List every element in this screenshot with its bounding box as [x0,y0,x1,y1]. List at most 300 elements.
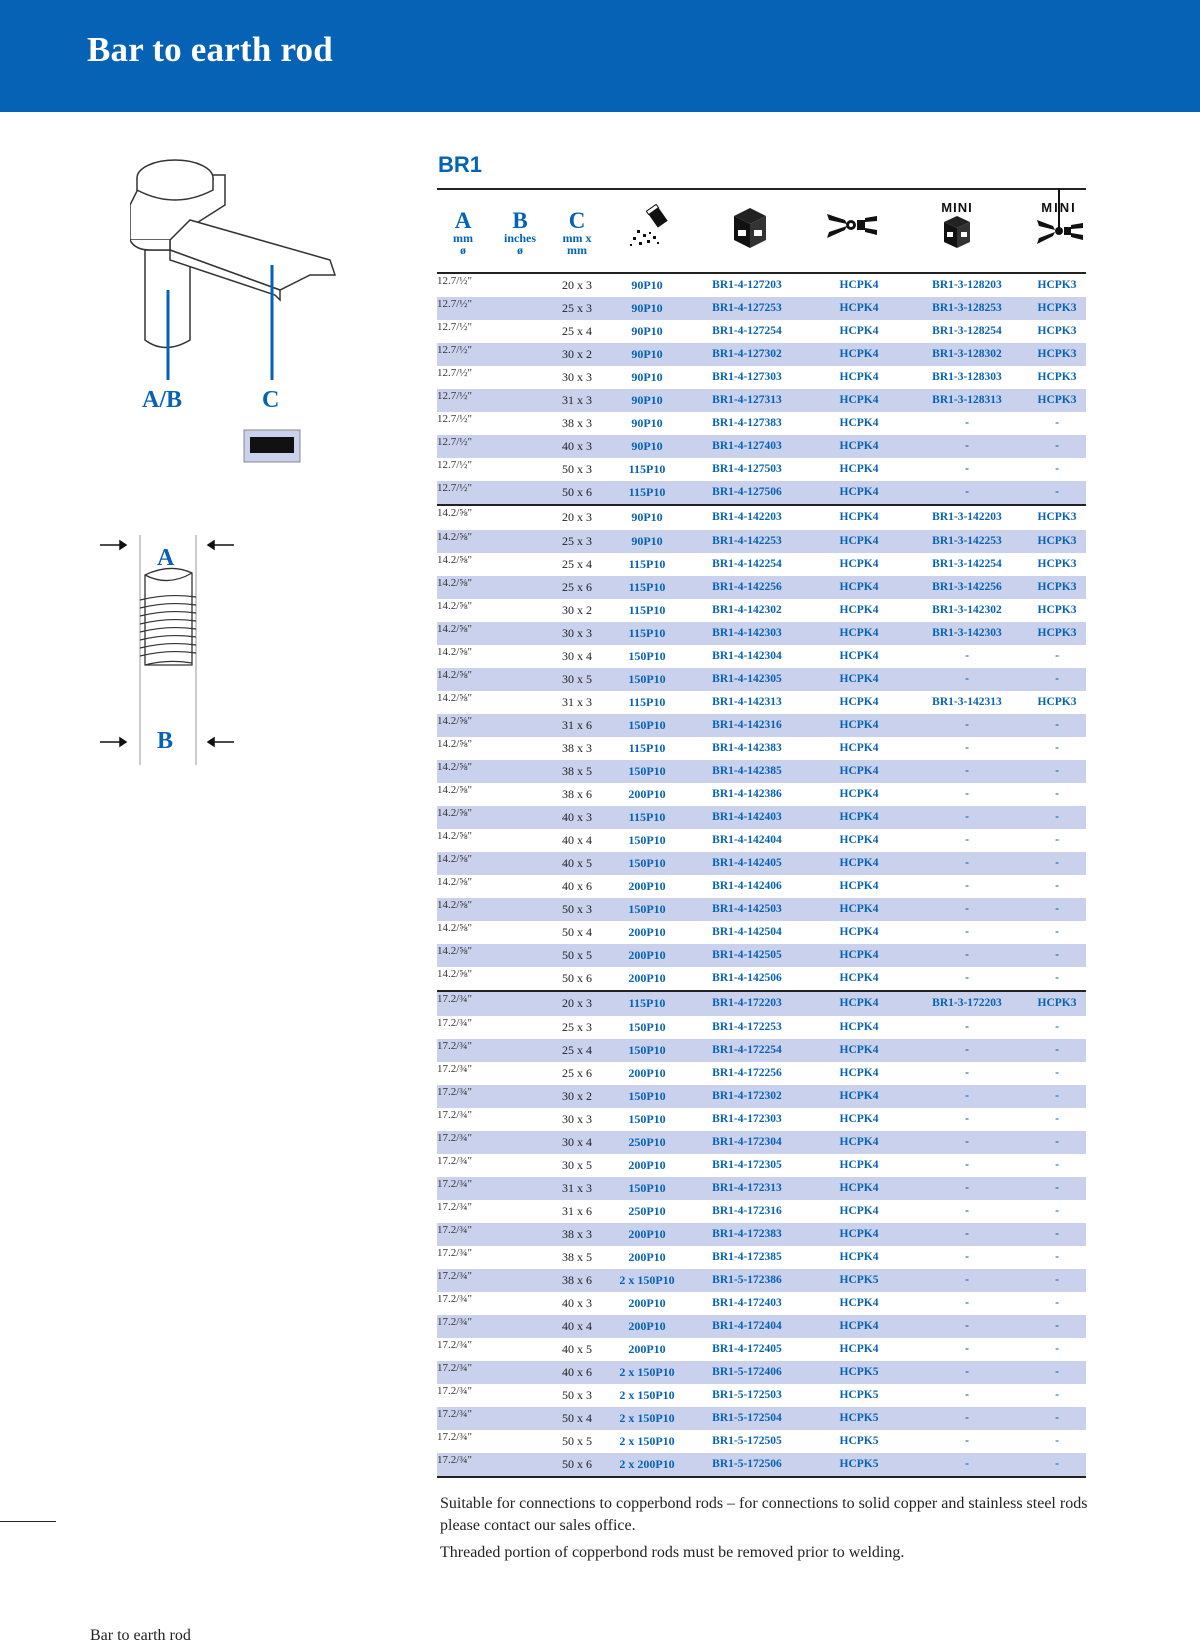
cell-weld-powder: 150P10 [628,671,666,686]
cell-handle-clamp: HCPK4 [839,417,879,430]
cell-handle-clamp: HCPK4 [839,834,879,847]
cell-weld-powder: 200P10 [628,1249,666,1264]
cell-weld-powder: 150P10 [628,717,666,732]
mini-clamp-icon [1035,188,1087,254]
cell-handle-clamp: HCPK4 [839,1135,879,1148]
cell-c: 40 x 6 [562,1365,592,1380]
cell-weld-powder: 90P10 [631,301,663,316]
cell-c: 25 x 6 [562,1065,592,1080]
table-row [437,1361,1086,1384]
col-b-letter: B [512,208,528,233]
cell-handle-clamp: HCPK4 [839,580,879,593]
cell-handle-clamp: HCPK4 [839,440,879,453]
cell-mini-clamp: - [1055,903,1059,916]
cell-c: 38 x 3 [562,740,592,755]
cell-handle-clamp: HCPK4 [839,1343,879,1356]
cell-mould: BR1-4-172203 [712,997,782,1010]
connection-drawing [130,150,360,490]
cell-a-b: 12.7/½" [437,459,473,472]
cell-a-b: 17.2/¾" [437,1131,473,1144]
table-row [437,1177,1086,1200]
cell-weld-powder: 200P10 [628,971,666,986]
cell-a-b: 12.7/½" [437,367,473,380]
cell-a-b: 14.2/⅝" [437,507,473,520]
cell-weld-powder: 2 x 150P10 [619,1365,675,1380]
cell-weld-powder: 90P10 [631,347,663,362]
table-row [437,875,1086,898]
cell-mini-mould: - [965,672,969,685]
cell-a-b: 12.7/½" [437,390,473,403]
cell-weld-powder: 200P10 [628,787,666,802]
cell-handle-clamp: HCPK5 [839,1389,879,1402]
notes [440,1493,1100,1569]
cell-handle-clamp: HCPK4 [839,371,879,384]
cell-mini-clamp: - [1055,463,1059,476]
cell-mini-mould: - [965,1112,969,1125]
table-row [437,714,1086,737]
cell-mini-mould: - [965,1412,969,1425]
cell-handle-clamp: HCPK4 [839,811,879,824]
cell-mould: BR1-4-172256 [712,1066,782,1079]
cell-weld-powder: 150P10 [628,902,666,917]
weld-powder-icon [627,204,671,248]
cell-mini-mould: - [965,764,969,777]
table-row [437,1407,1086,1430]
table-row [437,274,1086,297]
cell-handle-clamp: HCPK4 [839,626,879,639]
cell-mini-mould: - [965,949,969,962]
cell-mini-mould: - [965,1066,969,1079]
cell-mini-mould: - [965,1227,969,1240]
cell-c: 40 x 5 [562,856,592,871]
table-row [437,1384,1086,1407]
cell-mould: BR1-5-172386 [712,1274,782,1287]
cell-handle-clamp: HCPK4 [839,463,879,476]
cell-handle-clamp: HCPK4 [839,741,879,754]
cell-mini-clamp: HCPK3 [1037,626,1077,639]
cell-mini-clamp: HCPK3 [1037,997,1077,1010]
cell-weld-powder: 90P10 [631,439,663,454]
cell-mini-mould: BR1-3-128253 [932,302,1002,315]
cell-mini-mould: - [965,1366,969,1379]
cell-c: 50 x 3 [562,462,592,477]
cell-mini-clamp: - [1055,1181,1059,1194]
cell-handle-clamp: HCPK4 [839,1112,879,1125]
cell-a-b: 14.2/⅝" [437,691,473,704]
table-row [437,1246,1086,1269]
cell-mould: BR1-4-142505 [712,949,782,962]
cell-a-b: 14.2/⅝" [437,645,473,658]
cell-mini-clamp: - [1055,741,1059,754]
cell-mini-mould: - [965,1458,969,1471]
cell-mould: BR1-4-127506 [712,486,782,499]
cell-a-b: 17.2/¾" [437,1177,473,1190]
cell-a-b: 14.2/⅝" [437,968,473,981]
cell-mould: BR1-4-142403 [712,811,782,824]
cell-c: 38 x 3 [562,1226,592,1241]
cell-handle-clamp: HCPK4 [839,1066,879,1079]
cell-mini-clamp: - [1055,417,1059,430]
cell-mould: BR1-4-142313 [712,695,782,708]
table-row [437,806,1086,829]
cell-mould: BR1-4-127503 [712,463,782,476]
col-c-unit2: mm [567,243,587,257]
cell-mini-mould: - [965,1020,969,1033]
cell-mould: BR1-4-127302 [712,348,782,361]
cell-c: 31 x 3 [562,1180,592,1195]
table-row [437,1292,1086,1315]
cell-handle-clamp: HCPK4 [839,695,879,708]
cell-mini-clamp: - [1055,1412,1059,1425]
cell-mould: BR1-4-172383 [712,1227,782,1240]
cell-mould: BR1-4-172313 [712,1181,782,1194]
table-row [437,1453,1086,1478]
cell-c: 50 x 6 [562,485,592,500]
cell-mini-mould: - [965,1274,969,1287]
cell-c: 25 x 4 [562,556,592,571]
table-row [437,481,1086,504]
cell-mini-clamp: - [1055,718,1059,731]
cell-c: 30 x 3 [562,625,592,640]
label-ab: A/B [142,387,183,413]
cell-mini-mould: BR1-3-128302 [932,348,1002,361]
cell-handle-clamp: HCPK4 [839,1320,879,1333]
cell-a-b: 12.7/½" [437,275,473,287]
cell-mini-mould: BR1-3-142256 [932,580,1002,593]
table-row [437,1039,1086,1062]
table-row [437,1131,1086,1154]
cell-mould: BR1-5-172506 [712,1458,782,1471]
cell-c: 40 x 3 [562,810,592,825]
cell-weld-powder: 90P10 [631,510,663,525]
cell-weld-powder: 200P10 [628,948,666,963]
cell-handle-clamp: HCPK4 [839,603,879,616]
cell-mini-mould: - [965,972,969,985]
cell-handle-clamp: HCPK4 [839,1204,879,1217]
cell-mini-mould: - [965,903,969,916]
cell-handle-clamp: HCPK4 [839,972,879,985]
cell-mini-clamp: HCPK3 [1037,557,1077,570]
cell-weld-powder: 90P10 [631,324,663,339]
cell-handle-clamp: HCPK4 [839,325,879,338]
cell-mould: BR1-4-142404 [712,834,782,847]
cell-c: 25 x 3 [562,533,592,548]
cell-weld-powder: 200P10 [628,1065,666,1080]
cell-a-b: 17.2/¾" [437,1085,473,1098]
cell-mould: BR1-4-142405 [712,857,782,870]
cell-mould: BR1-4-142316 [712,718,782,731]
cell-mini-clamp: - [1055,1435,1059,1448]
cell-weld-powder: 200P10 [628,879,666,894]
table-row [437,898,1086,921]
cell-c: 38 x 6 [562,787,592,802]
cell-mini-mould: - [965,463,969,476]
cell-handle-clamp: HCPK4 [839,1181,879,1194]
cell-handle-clamp: HCPK4 [839,511,879,524]
rod-drawing [100,535,260,765]
cell-a-b: 17.2/¾" [437,1339,473,1352]
cell-handle-clamp: HCPK4 [839,926,879,939]
cell-weld-powder: 200P10 [628,925,666,940]
cell-mould: BR1-4-142305 [712,672,782,685]
cell-weld-powder: 200P10 [628,1157,666,1172]
table-row [437,990,1086,1015]
cell-weld-powder: 90P10 [631,533,663,548]
cell-mini-clamp: - [1055,1020,1059,1033]
cell-c: 40 x 3 [562,1296,592,1311]
cell-c: 38 x 5 [562,763,592,778]
cell-c: 50 x 6 [562,1457,592,1472]
cell-mini-clamp: - [1055,1227,1059,1240]
label-a: A [157,545,175,571]
cell-weld-powder: 115P10 [628,462,666,477]
cell-handle-clamp: HCPK4 [839,1227,879,1240]
cell-c: 25 x 3 [562,301,592,316]
cell-mini-clamp: - [1055,1204,1059,1217]
cell-weld-powder: 200P10 [628,1319,666,1334]
cell-mini-mould: BR1-3-142203 [932,511,1002,524]
cell-mould: BR1-4-127203 [712,279,782,291]
cell-a-b: 17.2/¾" [437,1223,473,1236]
cell-weld-powder: 200P10 [628,1226,666,1241]
cell-handle-clamp: HCPK4 [839,486,879,499]
cell-weld-powder: 115P10 [628,810,666,825]
cell-mould: BR1-5-172505 [712,1435,782,1448]
cell-c: 38 x 3 [562,416,592,431]
table-row [437,1016,1086,1039]
cell-c: 40 x 6 [562,879,592,894]
cell-handle-clamp: HCPK4 [839,649,879,662]
cell-mini-mould: BR1-3-142303 [932,626,1002,639]
table-row [437,530,1086,553]
cell-handle-clamp: HCPK5 [839,1412,879,1425]
col-a-unit: mm [453,231,473,245]
cell-a-b: 14.2/⅝" [437,714,473,727]
cell-weld-powder: 150P10 [628,1111,666,1126]
cell-handle-clamp: HCPK4 [839,857,879,870]
cell-weld-powder: 150P10 [628,833,666,848]
cell-mini-mould: - [965,440,969,453]
cell-a-b: 17.2/¾" [437,1270,473,1283]
table-row [437,343,1086,366]
cell-mini-mould: - [965,1435,969,1448]
cell-mould: BR1-4-172303 [712,1112,782,1125]
cell-mini-mould: BR1-3-142254 [932,557,1002,570]
cell-weld-powder: 115P10 [628,625,666,640]
cell-weld-powder: 150P10 [628,1019,666,1034]
cell-handle-clamp: HCPK4 [839,557,879,570]
col-c-header [549,210,605,256]
table-row [437,760,1086,783]
footer-text: Bar to earth rod [90,1627,191,1644]
cell-mini-mould: - [965,1297,969,1310]
cell-c: 20 x 3 [562,996,592,1011]
cell-a-b: 14.2/⅝" [437,853,473,866]
cell-mini-mould: - [965,1343,969,1356]
cell-weld-powder: 150P10 [628,856,666,871]
cell-c: 30 x 2 [562,347,592,362]
cell-a-b: 12.7/½" [437,413,473,426]
cell-mould: BR1-4-142406 [712,880,782,893]
cell-mould: BR1-4-127254 [712,325,782,338]
cell-mini-clamp: - [1055,949,1059,962]
cell-mini-mould: - [965,1043,969,1056]
cell-handle-clamp: HCPK4 [839,903,879,916]
cell-c: 50 x 3 [562,1388,592,1403]
cell-a-b: 12.7/½" [437,321,473,334]
cell-a-b: 14.2/⅝" [437,784,473,797]
cell-weld-powder: 2 x 150P10 [619,1388,675,1403]
table-row [437,1108,1086,1131]
cell-mould: BR1-5-172504 [712,1412,782,1425]
cell-mould: BR1-4-127383 [712,417,782,430]
cell-mini-mould: - [965,486,969,499]
cell-weld-powder: 115P10 [628,556,666,571]
table-row [437,389,1086,412]
cell-mini-clamp: - [1055,1112,1059,1125]
cell-mini-clamp: - [1055,649,1059,662]
footer-rule [0,1521,56,1522]
cell-mini-clamp: HCPK3 [1037,325,1077,338]
cell-handle-clamp: HCPK4 [839,1020,879,1033]
table-row [437,504,1086,529]
cell-mould: BR1-4-172302 [712,1089,782,1102]
cell-mini-clamp: - [1055,1458,1059,1471]
cell-mini-clamp: HCPK3 [1037,371,1077,384]
cell-mould: BR1-5-172406 [712,1366,782,1379]
table-row [437,645,1086,668]
cell-c: 40 x 4 [562,833,592,848]
section-title: BR1 [438,152,483,177]
cell-weld-powder: 90P10 [631,416,663,431]
table-row [437,435,1086,458]
cell-c: 50 x 3 [562,902,592,917]
table-row [437,668,1086,691]
cell-handle-clamp: HCPK4 [839,1089,879,1102]
cell-mini-mould: - [965,1204,969,1217]
cell-mould: BR1-4-172403 [712,1297,782,1310]
cell-mould: BR1-4-127403 [712,440,782,453]
cell-handle-clamp: HCPK4 [839,672,879,685]
table-row [437,297,1086,320]
col-b-header [495,210,545,256]
cell-c: 40 x 4 [562,1319,592,1334]
cell-mini-clamp: - [1055,1366,1059,1379]
cell-c: 20 x 3 [562,510,592,525]
cell-mini-clamp: HCPK3 [1037,580,1077,593]
cell-handle-clamp: HCPK4 [839,534,879,547]
cell-handle-clamp: HCPK4 [839,1043,879,1056]
cell-mould: BR1-4-127303 [712,371,782,384]
cell-a-b: 14.2/⅝" [437,576,473,589]
cell-handle-clamp: HCPK4 [839,1250,879,1263]
table-row [437,553,1086,576]
cell-mould: BR1-4-172304 [712,1135,782,1148]
cell-mini-clamp: - [1055,1089,1059,1102]
cell-a-b: 12.7/½" [437,298,473,311]
cell-handle-clamp: HCPK5 [839,1435,879,1448]
col-c-unit: mm x [562,231,592,245]
cell-a-b: 17.2/¾" [437,1062,473,1075]
cell-c: 50 x 5 [562,1434,592,1449]
cell-mini-clamp: - [1055,1343,1059,1356]
cell-c: 50 x 4 [562,925,592,940]
col-b-symbol: ø [517,243,523,257]
cell-handle-clamp: HCPK4 [839,764,879,777]
cell-mini-clamp: - [1055,764,1059,777]
cell-a-b: 17.2/¾" [437,1154,473,1167]
cell-weld-powder: 115P10 [628,694,666,709]
cell-handle-clamp: HCPK4 [839,394,879,407]
handle-clamp-icon [825,208,885,244]
table-row [437,944,1086,967]
cell-mould: BR1-4-172316 [712,1204,782,1217]
cell-a-b: 14.2/⅝" [437,807,473,820]
cell-a-b: 17.2/¾" [437,1039,473,1052]
note-1: Suitable for connections to copperbond rods – for connections to solid copper and stainless steel rods please contact our sales office. [440,1495,1088,1534]
cell-mini-clamp: - [1055,811,1059,824]
cell-mini-clamp: - [1055,672,1059,685]
cell-handle-clamp: HCPK4 [839,880,879,893]
cell-mini-clamp: HCPK3 [1037,695,1077,708]
cell-mini-clamp: - [1055,1043,1059,1056]
cell-mini-clamp: HCPK3 [1037,279,1077,291]
cell-mould: BR1-4-142506 [712,972,782,985]
cell-mould: BR1-4-142302 [712,603,782,616]
cell-mini-mould: - [965,788,969,801]
cell-handle-clamp: HCPK5 [839,1458,879,1471]
cell-handle-clamp: HCPK4 [839,718,879,731]
cell-a-b: 17.2/¾" [437,1431,473,1444]
cell-c: 50 x 4 [562,1411,592,1426]
cell-mini-clamp: - [1055,972,1059,985]
cell-a-b: 17.2/¾" [437,1200,473,1213]
cell-mini-clamp: - [1055,926,1059,939]
cell-weld-powder: 115P10 [628,485,666,500]
table-row [437,320,1086,343]
table-row [437,1338,1086,1361]
cell-c: 30 x 3 [562,370,592,385]
cell-c: 25 x 4 [562,1042,592,1057]
cell-mini-mould: - [965,417,969,430]
cell-c: 38 x 6 [562,1273,592,1288]
cell-mini-clamp: - [1055,880,1059,893]
table-row [437,458,1086,481]
cell-handle-clamp: HCPK4 [839,348,879,361]
cell-weld-powder: 150P10 [628,1180,666,1195]
cell-c: 31 x 3 [562,393,592,408]
cell-c: 30 x 4 [562,1134,592,1149]
table-row [437,1223,1086,1246]
cell-handle-clamp: HCPK5 [839,1366,879,1379]
cell-a-b: 14.2/⅝" [437,530,473,543]
cell-a-b: 17.2/¾" [437,1293,473,1306]
cell-weld-powder: 2 x 150P10 [619,1411,675,1426]
cell-weld-powder: 2 x 150P10 [619,1273,675,1288]
cell-mould: BR1-4-127253 [712,302,782,315]
cell-mould: BR1-4-172254 [712,1043,782,1056]
table-row [437,576,1086,599]
cell-a-b: 17.2/¾" [437,1016,473,1029]
cell-mini-clamp: - [1055,486,1059,499]
cell-mini-clamp: - [1055,857,1059,870]
cell-mould: BR1-4-142385 [712,764,782,777]
cell-mini-clamp: - [1055,1158,1059,1171]
table-row [437,921,1086,944]
cell-weld-powder: 200P10 [628,1342,666,1357]
cell-mould: BR1-4-142256 [712,580,782,593]
cell-mini-mould: - [965,1250,969,1263]
